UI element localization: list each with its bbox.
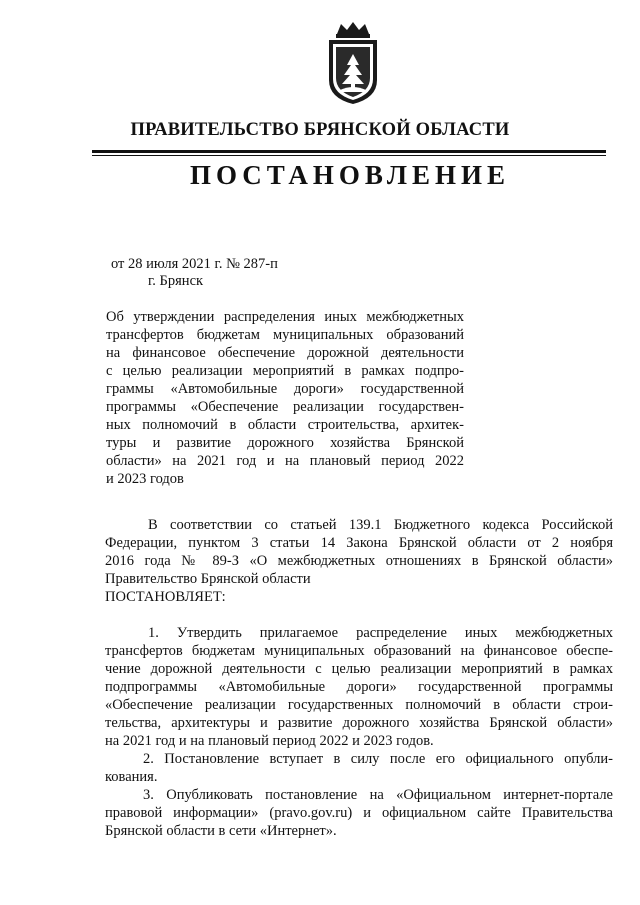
coat-of-arms-icon xyxy=(323,20,383,106)
resolves-word: ПОСТАНОВЛЯЕТ: xyxy=(105,589,226,605)
header-divider-thin xyxy=(92,155,606,156)
organization-title: ПРАВИТЕЛЬСТВО БРЯНСКОЙ ОБЛАСТИ xyxy=(130,120,510,140)
title-line: области» на 2021 год и на плановый период 2022 xyxy=(106,453,464,469)
paragraph-gap xyxy=(105,606,613,624)
title-line: ных полномочий в области строительства, архитек- xyxy=(106,417,464,433)
preamble-line: 2016 года № 89-З «О межбюджетных отношениях в Брянской области» xyxy=(105,553,613,569)
item-1-line: на 2021 год и на плановый период 2022 и 2023 годов. xyxy=(105,733,434,749)
preamble-line: Федерации, пунктом 3 статьи 14 Закона Брянской области от 2 ноября xyxy=(105,535,613,551)
title-line: с целью реализации мероприятий в рамках подпро- xyxy=(106,363,464,379)
item-3-line: правовой информации» (pravo.gov.ru) и официальном сайте Правительства xyxy=(105,805,613,821)
item-1-line: 1. Утвердить прилагаемое распределение иных межбюджетных xyxy=(148,625,613,641)
title-line: и 2023 годов xyxy=(106,471,184,487)
item-1-line: «Обеспечение реализации государственных полномочий в области строи- xyxy=(105,697,613,713)
item-1-line: трансфертов бюджетам муниципальных образований на финансовое обеспе- xyxy=(105,643,613,659)
resolution-body xyxy=(105,516,613,840)
header-divider-thick xyxy=(92,150,606,153)
item-1-line: подпрограммы «Автомобильные дороги» государственной программы xyxy=(105,679,613,695)
title-line: трансфертов бюджетам муниципальных образований xyxy=(106,327,464,343)
item-1-line: тельства, архитектуры и развитие дорожного хозяйства Брянской области» xyxy=(105,715,613,731)
item-1-line: чение дорожной деятельности с целью реализации мероприятий в рамках xyxy=(105,661,613,677)
title-line: Об утверждении распределения иных межбюджетных xyxy=(106,309,464,325)
resolution-title xyxy=(106,308,464,488)
item-2-line: 2. Постановление вступает в силу после его официального опубли- xyxy=(143,751,613,767)
item-3-line: Брянской области в сети «Интернет». xyxy=(105,823,337,839)
item-2-line: кования. xyxy=(105,769,158,785)
title-line: программы «Обеспечение реализации государствен- xyxy=(106,399,464,415)
preamble-line: Правительство Брянской области xyxy=(105,571,311,587)
city: г. Брянск xyxy=(148,273,204,289)
title-line: на финансовое обеспечение дорожной деятельности xyxy=(106,345,464,361)
document-type-heading: ПОСТАНОВЛЕНИЕ xyxy=(189,160,511,190)
preamble-line: В соответствии со статьей 139.1 Бюджетного кодекса Российской xyxy=(148,517,613,533)
title-line: туры и развитие дорожного хозяйства Брянской xyxy=(106,435,464,451)
date-and-number: от 28 июля 2021 г. № 287-п xyxy=(111,256,278,272)
title-line: граммы «Автомобильные дороги» государственной xyxy=(106,381,464,397)
item-3-line: 3. Опубликовать постановление на «Официальном интернет-портале xyxy=(143,787,613,803)
